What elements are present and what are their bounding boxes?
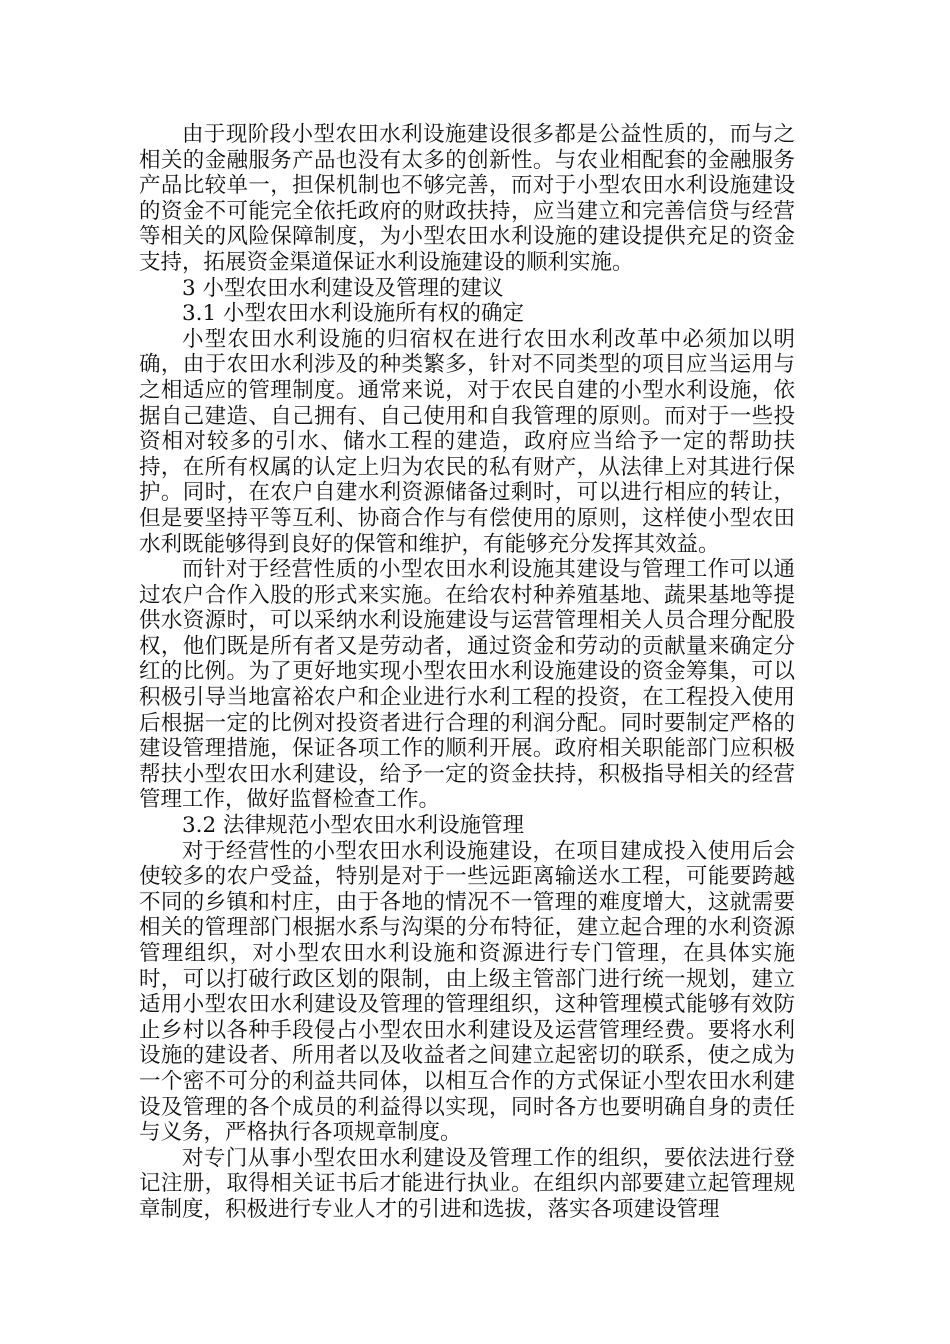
paragraph-operational: 而针对于经营性质的小型农田水利设施其建设与管理工作可以通过农户合作入股的形式来实施。在给农村种养殖基地、蔬果基地等提供水资源时，可以采纳水利设施建设与运营管理相关人员合理分配股权，他们既是所有者又是劳动者，通过资金和劳动的贡献量来确定分红的比例。为了更好地实现小型农田水利设施建设的资金筹集，可以积极引导当地富裕农户和企业进行水利工程的投资，在工程投入使用后根据一定的比例对投资者进行合理的利润分配。同时要制定严格的建设管理措施，保证各项工作的顺利开展。政府相关职能部门应积极帮扶小型农田水利建设，给予一定的资金扶持，积极指导相关的经营管理工作，做好监督检查工作。 bbox=[139, 557, 795, 813]
subsection-heading-3-1: 3.1 小型农田水利设施所有权的确定 bbox=[182, 301, 525, 327]
subsection-heading-3-2: 3.2 法律规范小型农田水利设施管理 bbox=[182, 813, 525, 839]
document-body bbox=[139, 122, 795, 1223]
paragraph-organization: 对专门从事小型农田水利建设及管理工作的组织，要依法进行登记注册，取得相关证书后才能进行执业。在组织内部要建立起管理规章制度，积极进行专业人才的引进和选拔，落实各项建设管理 bbox=[139, 1145, 795, 1222]
section-heading-3: 3 小型农田水利建设及管理的建议 bbox=[182, 275, 504, 301]
paragraph-legal: 对于经营性的小型农田水利设施建设，在项目建成投入使用后会使较多的农户受益，特别是对于一些远距离输送水工程，可能要跨越不同的乡镇和村庄，由于各地的情况不一管理的难度增大，这就需要相关的管理部门根据水系与沟渠的分布特征，建立起合理的水利资源管理组织，对小型农田水利设施和资源进行专门管理，在具体实施时，可以打破行政区划的限制，由上级主管部门进行统一规划，建立适用小型农田水利建设及管理的管理组织，这种管理模式能够有效防止乡村以各种手段侵占小型农田水利建设及运营管理经费。要将水利设施的建设者、所用者以及收益者之间建立起密切的联系，使之成为一个密不可分的利益共同体，以相互合作的方式保证小型农田水利建设及管理的各个成员的利益得以实现，同时各方也要明确自身的责任与义务，严格执行各项规章制度。 bbox=[139, 838, 795, 1146]
paragraph-ownership: 小型农田水利设施的归宿权在进行农田水利改革中必须加以明确，由于农田水利涉及的种类繁多，针对不同类型的项目应当运用与之相适应的管理制度。通常来说，对于农民自建的小型水利设施，依据自己建造、自己拥有、自己使用和自我管理的原则。而对于一些投资相对较多的引水、储水工程的建造，政府应当给予一定的帮助扶持，在所有权属的认定上归为农民的私有财产，从法律上对其进行保护。同时，在农户自建水利资源储备过剩时，可以进行相应的转让，但是要坚持平等互利、协商合作与有偿使用的原则，这样使小型农田水利既能够得到良好的保管和维护，有能够充分发挥其效益。 bbox=[139, 326, 795, 557]
paragraph-funding: 由于现阶段小型农田水利设施建设很多都是公益性质的，而与之相关的金融服务产品也没有太多的创新性。与农业相配套的金融服务产品比较单一，担保机制也不够完善，而对于小型农田水利设施建设的资金不可能完全依托政府的财政扶持，应当建立和完善信贷与经营等相关的风险保障制度，为小型农田水利设施的建设提供充足的资金支持，拓展资金渠道保证水利设施建设的顺利实施。 bbox=[139, 122, 795, 275]
